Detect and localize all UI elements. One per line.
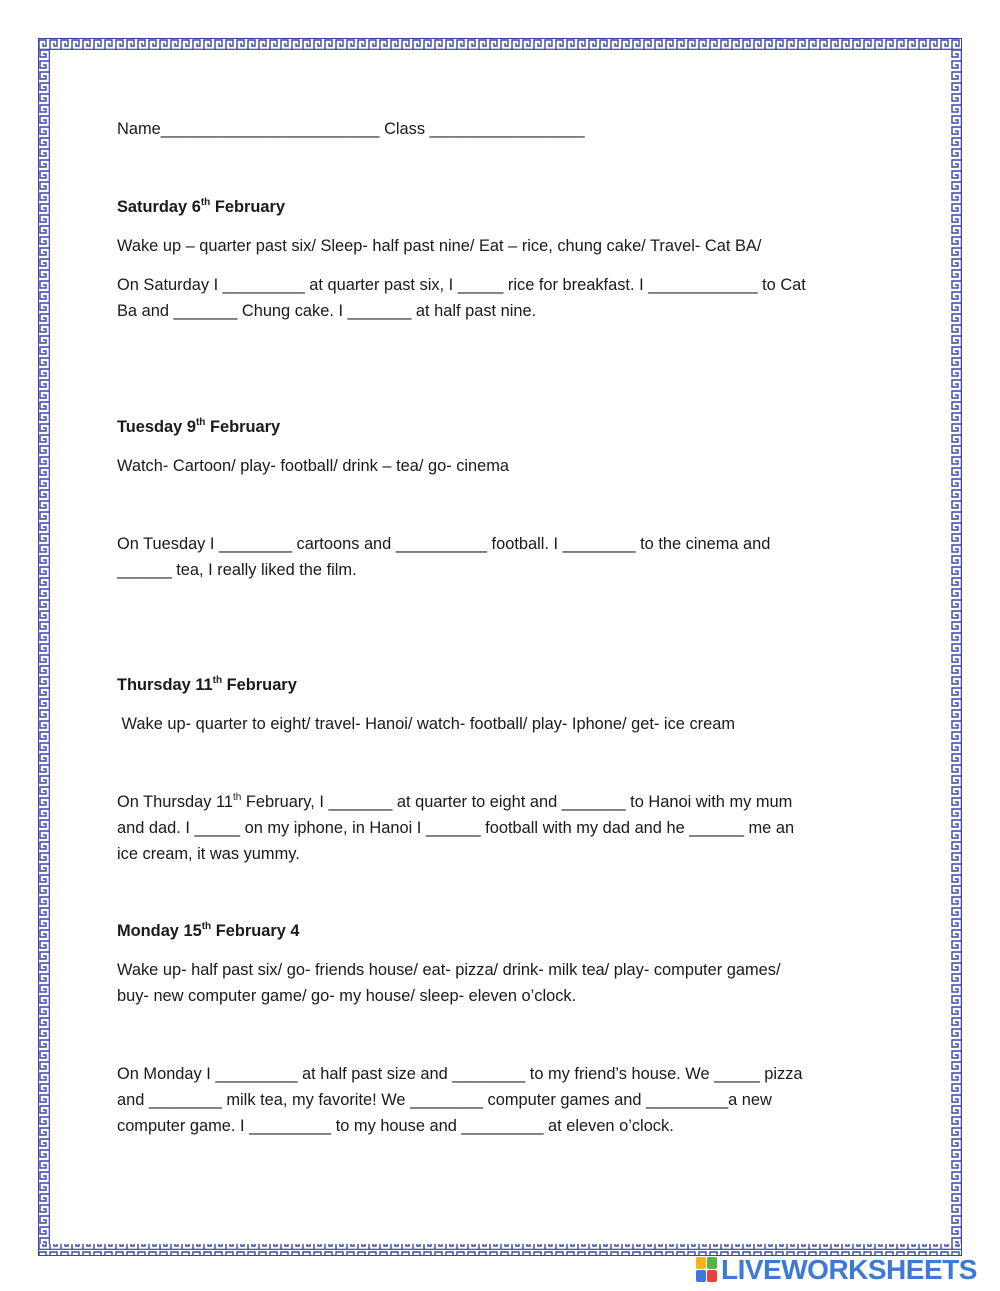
section-heading-monday: Monday 15th February 4 <box>117 920 300 940</box>
class-field-label: Class _________________ <box>384 120 585 138</box>
paragraph-line: On Monday I _________ at half past size and ________ to my friend’s house. We _____ pizza <box>117 1065 803 1083</box>
liveworksheets-logo <box>696 1256 996 1284</box>
liveworksheets-logo-icon <box>696 1257 718 1283</box>
section-heading-saturday: Saturday 6th February <box>117 196 285 216</box>
paragraph-line: Ba and _______ Chung cake. I _______ at half past nine. <box>117 302 537 320</box>
paragraph-line: and ________ milk tea, my favorite! We ________ computer games and _________a new <box>117 1091 772 1109</box>
name-class-line <box>117 116 585 142</box>
paragraph-line: ______ tea, I really liked the film. <box>117 561 357 579</box>
word-prompt-tuesday: Watch- Cartoon/ play- football/ drink – tea/ go- cinema <box>117 457 510 475</box>
paragraph-line: computer game. I _________ to my house and _________ at eleven o’clock. <box>117 1117 674 1135</box>
word-prompt-saturday: Wake up – quarter past six/ Sleep- half past nine/ Eat – rice, chung cake/ Travel- Cat BA/ <box>117 237 762 255</box>
paragraph-line: ice cream, it was yummy. <box>117 845 300 863</box>
paragraph-line: On Thursday 11th February, I _______ at quarter to eight and _______ to Hanoi with my mum <box>117 791 793 811</box>
paragraph-line: On Tuesday I ________ cartoons and __________ football. I ________ to the cinema and <box>117 535 771 553</box>
paragraph-line: On Saturday I _________ at quarter past six, I _____ rice for breakfast. I ____________ to Cat <box>117 276 806 294</box>
section-heading-thursday: Thursday 11th February <box>117 674 297 694</box>
section-heading-tuesday: Tuesday 9th February <box>117 416 281 436</box>
name-field-label: Name________________________ <box>117 120 380 138</box>
word-prompt-thursday: Wake up- quarter to eight/ travel- Hanoi/ watch- football/ play- Iphone/ get- ice cream <box>117 715 735 733</box>
paragraph-line: and dad. I _____ on my iphone, in Hanoi I ______ football with my dad and he ______ me an <box>117 819 795 837</box>
brand-name: LIVEWORKSHEETS <box>721 1254 977 1285</box>
word-prompt-monday: buy- new computer game/ go- my house/ sleep- eleven o’clock. <box>117 987 577 1005</box>
word-prompt-monday: Wake up- half past six/ go- friends house/ eat- pizza/ drink- milk tea/ play- computer games/ <box>117 961 781 979</box>
